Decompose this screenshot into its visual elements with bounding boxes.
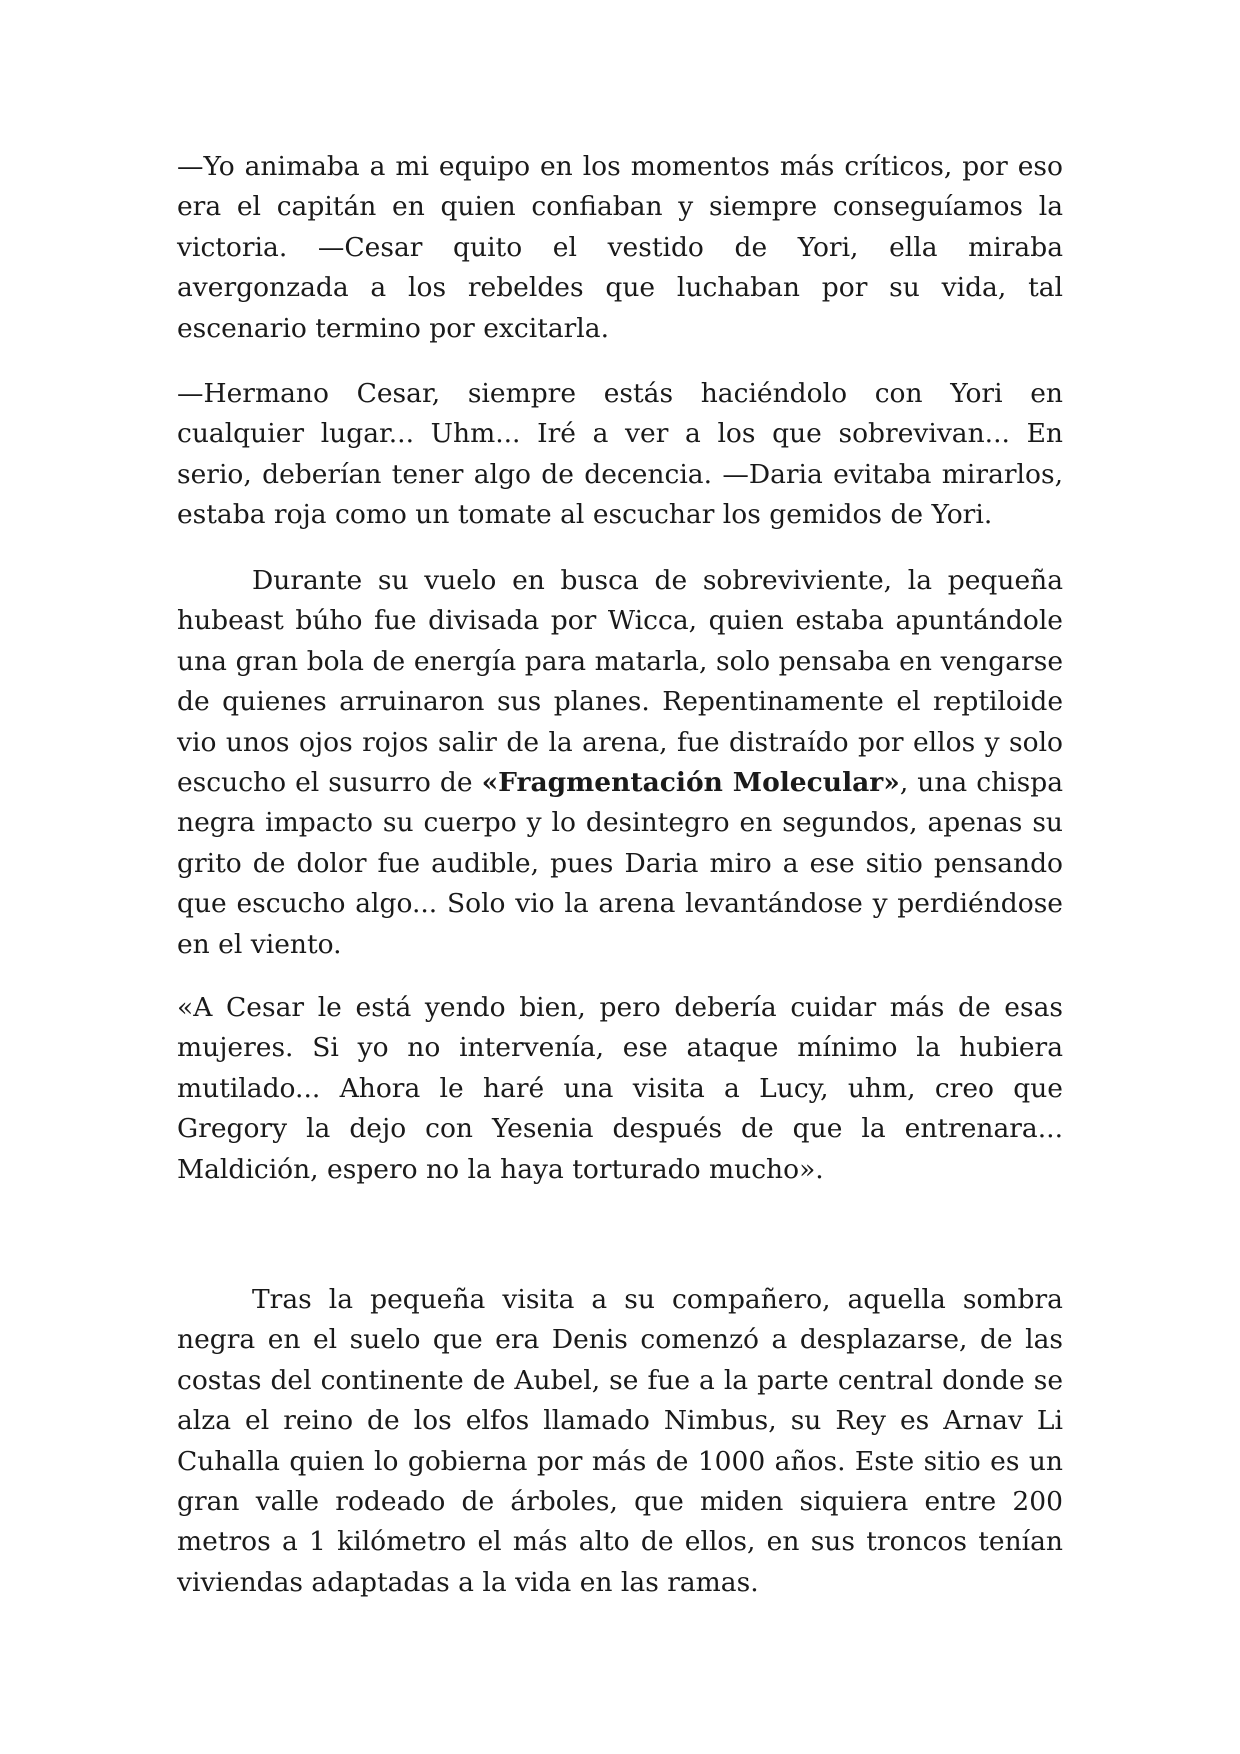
spell-name-bold: «Fragmentación Molecular» [481, 767, 900, 799]
paragraph-3-text-before: Durante su vuelo en busca de sobreviviente, la pequeña hubeast búho fue divisada por Wicca, quien estaba apuntándole una gran bola de energía para matarla, solo pensaba en vengarse de quienes arruinaron sus planes. Repentinamente el reptiloide vio unos ojos rojos salir de la arena, fue distraído por ellos y solo escucho el susurro de [177, 565, 1063, 799]
paragraph-2: —Hermano Cesar, siempre estás haciéndolo con Yori en cualquier lugar... Uhm... Iré a ver a los que sobrevivan... En serio, deberían tener algo de decencia. —Daria evitaba mirarlos, estaba roja como un tomate al escuchar los gemidos de Yori. [177, 378, 1063, 531]
paragraph-3 [177, 561, 1063, 965]
paragraph-3-text-after: , una chispa negra impacto su cuerpo y lo desintegro en segundos, apenas su grito de dolor fue audible, pues Daria miro a ese sitio pensando que escucho algo... Solo vio la arena levantándose y perdiéndose en el viento. [177, 767, 1064, 960]
paragraph-5: Tras la pequeña visita a su compañero, aquella sombra negra en el suelo que era Denis comenzó a desplazarse, de las costas del continente de Aubel, se fue a la parte central donde se alza el reino de los elfos llamado Nimbus, su Rey es Arnav Li Cuhalla quien lo gobierna por más de 1000 años. Este sitio es un gran valle rodeado de árboles, que miden siquiera entre 200 metros a 1 kilómetro el más alto de ellos, en sus troncos tenían viviendas adaptadas a la vida en las ramas. [177, 1284, 1063, 1598]
paragraph-1: —Yo animaba a mi equipo en los momentos más críticos, por eso era el capitán en quien confiaban y siempre conseguíamos la victoria. —Cesar quito el vestido de Yori, ella miraba avergonzada a los rebeldes que luchaban por su vida, tal escenario termino por excitarla. [177, 151, 1063, 344]
paragraph-4: «A Cesar le está yendo bien, pero debería cuidar más de esas mujeres. Si yo no intervenía, ese ataque mínimo la hubiera mutilado... Ahora le haré una visita a Lucy, uhm, creo que Gregory la dejo con Yesenia después de que la entrenara... Maldición, espero no la haya torturado mucho». [177, 992, 1063, 1185]
